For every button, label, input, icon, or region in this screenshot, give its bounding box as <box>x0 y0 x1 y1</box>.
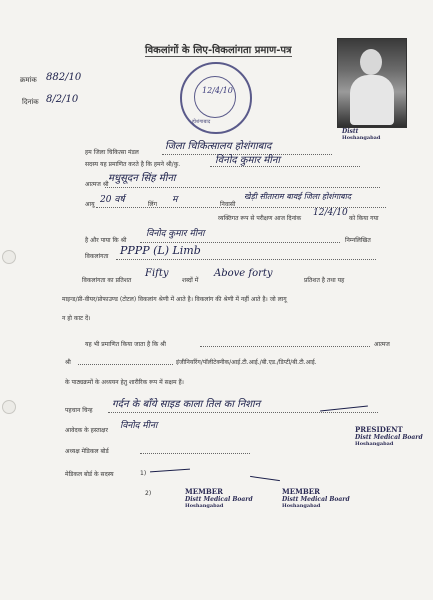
resident-label: निवासी <box>220 201 236 208</box>
severity-text: माइन्ड/प्री-वीयर/प्रोफाउण्ड (टोटल) विकलांग श्रेणी में आते है। विकलांग की श्रेणी में नहीं आते है। जो लागू <box>62 296 287 303</box>
sex-label: लिंग <box>148 201 158 208</box>
id-mark-label: पहचान चिन्ह <box>65 407 93 414</box>
punch-hole-top <box>2 250 16 264</box>
disability-line <box>116 259 376 260</box>
president-stamp <box>355 425 423 447</box>
member-signature-a <box>250 476 280 481</box>
applicant-sign-label: आवेदक के हस्ताक्षर <box>65 427 108 434</box>
age-value: 20 वर्ष <box>100 195 125 205</box>
chairman-label: अध्यक्ष मेडिकल बोर्ड <box>65 448 109 455</box>
top-stamp <box>342 128 380 141</box>
board-value: जिला चिकित्सालय होशंगाबाद <box>165 141 272 152</box>
found-label: है और पाया कि श्री <box>85 237 127 244</box>
resident-value: खेड़ी सीताराम बावई जिला होशंगाबाद <box>244 192 352 201</box>
office-seal <box>180 62 252 134</box>
member-1-num: 1) <box>140 470 147 477</box>
serial-value: 882/10 <box>46 72 82 83</box>
member-2-board: Distt Medical Board <box>282 496 350 503</box>
words-label: शब्दों में <box>182 277 199 284</box>
punch-hole-bottom <box>2 400 16 414</box>
courses-label: इंजीनियरिंग/पॉलीटेक्नीक/आई.टी.आई./बी.एड./डिप्टी/बी.टी.आई. <box>176 359 317 366</box>
shri-label: श्री <box>65 359 71 366</box>
strike-note: न हो काट दें। <box>62 315 91 322</box>
son-of-label: आत्मज <box>374 341 390 348</box>
president-city: Hoshangabad <box>355 441 394 447</box>
top-stamp-line: Distt <box>342 128 359 135</box>
exam-label: व्यक्तिगत रूप से परीक्षण आज दिनांक <box>218 215 302 222</box>
certificate-title: विकलांगों के लिए-विकलांगता प्रमाण-पत्र <box>145 42 292 57</box>
patient-name: विनोद कुमार मीना <box>215 155 281 166</box>
age-label: आयु <box>85 201 95 208</box>
also-certify-label: यह भी प्रमाणित किया जाता है कि श्री <box>85 341 166 348</box>
exam-done-label: को किया गया <box>349 215 379 222</box>
president-title: PRESIDENT <box>355 425 403 434</box>
shri-line <box>78 364 173 365</box>
also-certify-line <box>200 346 370 347</box>
percent-label: विकलांगता का प्रतिशत <box>82 277 132 284</box>
father-name: मधुसूदन सिंह मीना <box>108 173 176 184</box>
president-signature <box>320 405 368 411</box>
date-label: दिनांक <box>22 98 39 106</box>
id-mark-value: गर्दन के बाँये साइड काला तिल का निशान <box>112 399 261 410</box>
members-label: मेडिकल बोर्ड के सदस्य <box>65 471 114 478</box>
top-stamp-city: Hoshangabad <box>342 135 381 141</box>
seal-inner-ring <box>194 76 236 118</box>
percent-words: Above forty <box>214 268 273 279</box>
percent-tail: प्रतिशत है तथा यह <box>304 277 345 284</box>
disability-label: विकलांगता <box>85 253 109 260</box>
applicant-sign: विनोद मीना <box>120 421 158 431</box>
father-label: आत्मज श्री <box>85 181 109 188</box>
member-2-num: 2) <box>145 490 152 497</box>
date-value: 8/2/10 <box>46 94 79 105</box>
found-line <box>140 242 340 243</box>
patient-line <box>210 166 360 167</box>
seal-text: होशंगाबाद <box>192 119 211 125</box>
following-label: निम्नलिखित <box>345 237 371 244</box>
chairman-line <box>140 453 250 454</box>
exam-date: 12/4/10 <box>313 208 348 218</box>
member-2-title: MEMBER <box>282 487 320 496</box>
member-stamp-2 <box>282 487 350 509</box>
serial-label: क्रमांक <box>20 76 37 84</box>
president-board: Distt Medical Board <box>355 434 423 441</box>
member-1-board: Distt Medical Board <box>185 496 253 503</box>
percent-value: Fifty <box>145 268 169 279</box>
photo-head <box>360 49 382 75</box>
certify-label: सदस्य यह प्रमाणित करते है कि हमने श्री/कु. <box>85 161 181 168</box>
member-2-city: Hoshangabad <box>282 503 321 509</box>
disability-value: PPPP (L) Limb <box>120 244 201 257</box>
id-mark-line <box>108 412 378 413</box>
fitness-label: के पाठ्यक्रमों के अध्ययन हेतु शारीरिक रूप में सक्षम हैं। <box>65 379 184 386</box>
sex-value: म <box>172 195 178 205</box>
photo-body <box>350 75 394 125</box>
seal-inner-text: 12/4/10 <box>202 86 233 95</box>
father-line <box>105 187 380 188</box>
member-1-title: MEMBER <box>185 487 223 496</box>
applicant-photo <box>337 38 407 128</box>
member-1-signature <box>150 469 190 473</box>
member-stamp-1 <box>185 487 253 509</box>
board-label: हम जिला चिकित्सा मंडल <box>85 149 139 156</box>
member-1-city: Hoshangabad <box>185 503 224 509</box>
found-name: विनोद कुमार मीना <box>146 229 205 239</box>
